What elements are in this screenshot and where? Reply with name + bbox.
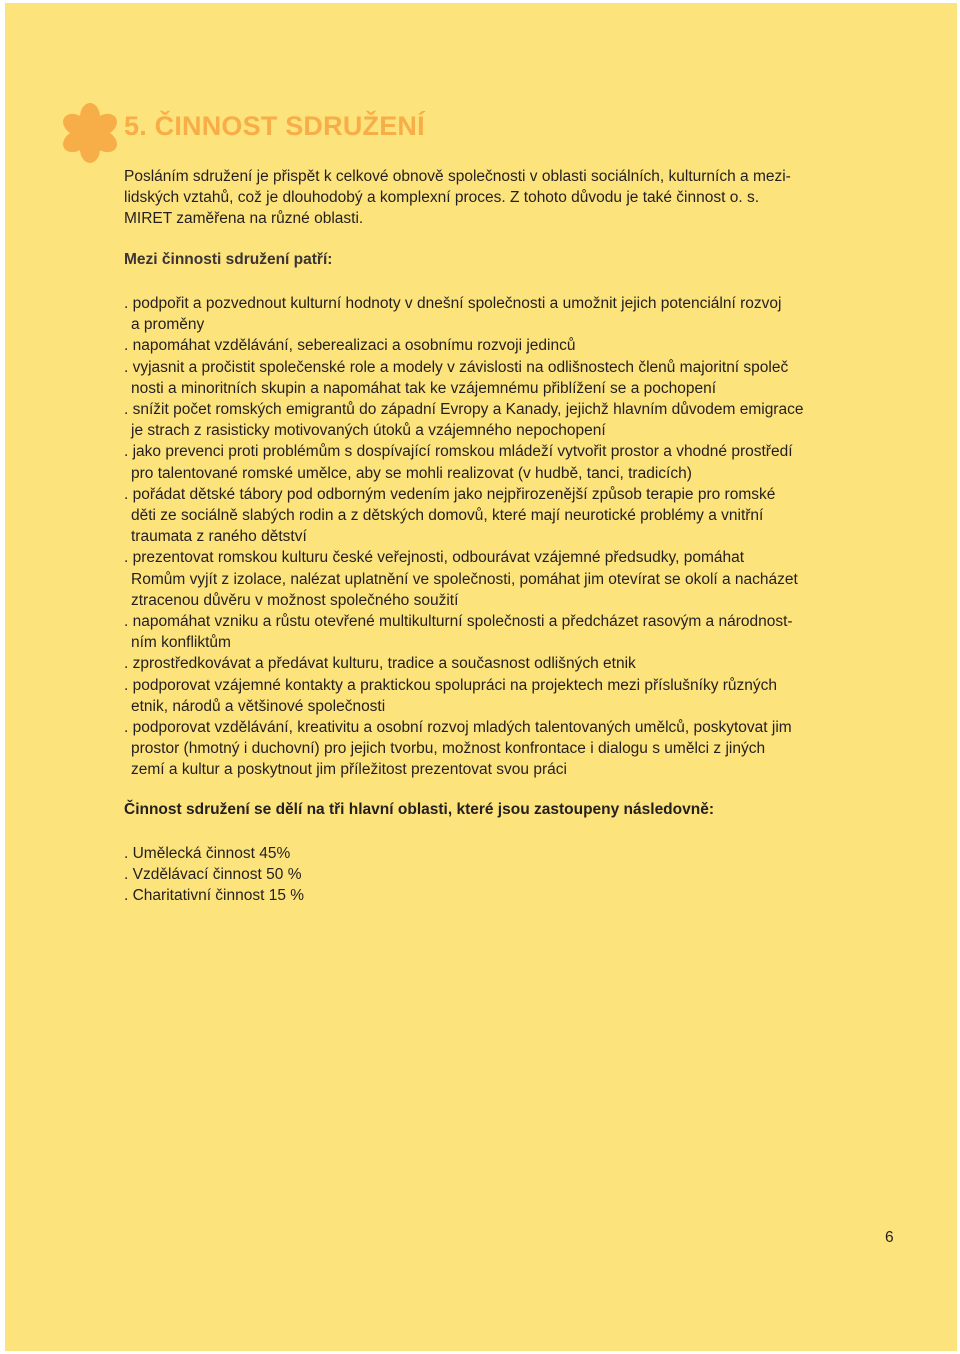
list-item: . napomáhat vzdělávání, seberealizaci a osobnímu rozvoji jedinců [124,337,576,355]
intro-line: Posláním sdružení je přispět k celkové obnově společnosti v oblasti sociálních, kulturních a mezi- [124,168,791,185]
list-item: . pořádat dětské tábory pod odborným vedením jako nejpřirozenější způsob terapie pro romské děti ze sociálně slabých rodin a z dětských domovů, které mají neurotické problémy a vnitřní traumata z raného dětství [124,485,776,546]
intro-paragraph [124,166,844,229]
section-title: 5. ČINNOST SDRUŽENÍ [124,111,425,141]
list-item: . podpořit a pozvednout kulturní hodnoty v dnešní společnosti a umožnit jejich potenciální rozvoj a proměny [124,295,782,334]
flower-icon [60,103,120,163]
list-item: . jako prevenci proti problémům s dospívající romskou mládeží vytvořit prostor a vhodné prostředí pro talentované romské umělce, aby se mohli realizovat (v hudbě, tanci, tradicích) [124,443,793,482]
document-page [5,3,957,1351]
list-item: . prezentovat romskou kulturu české veřejnosti, odbourávat vzájemné předsudky, pomáhat Romům vyjít z izolace, nalézat uplatnění ve společnosti, pomáhat jim otevírat se okolí a nacházet ztracenou důvěru v možnost společného soužití [124,549,798,609]
list-item: . Charitativní činnost 15 % [124,887,305,905]
page-number: 6 [885,1229,894,1246]
list-item: . zprostředkovávat a předávat kulturu, tradice a současnost odlišných etnik [124,655,636,673]
activities-heading: Mezi činnosti sdružení patří: [124,251,333,268]
list-item: . podporovat vzájemné kontakty a praktickou spolupráci na projektech mezi příslušníky různých etnik, národů a většinové společnosti [124,676,778,715]
activities-list [124,293,884,781]
list-item: . podporovat vzdělávání, kreativitu a osobní rozvoj mladých talentovaných umělců, poskytovat jim prostor (hmotný i duchovní) pro jejich tvorbu, možnost konfrontace i dialogu s umělci z jiných zemí a kultur a poskytnout jim příležitost prezentovat svou práci [124,719,792,779]
list-item: . Umělecká činnost 45% [124,845,291,862]
areas-heading: Činnost sdružení se dělí na tři hlavní oblasti, které jsou zastoupeny následovně: [124,801,714,818]
list-item: . snížit počet romských emigrantů do západní Evropy a Kanady, jejichž hlavním důvodem emigrace je strach z rasisticky motivovaných útoků a vzájemného nepochopení [124,401,804,440]
list-item: . vyjasnit a pročistit společenské role a modely v závislosti na odlišnostech členů majoritní společ nosti a minoritních skupin a napomáhat tak ke vzájemnému přiblížení se a pochopení [124,358,789,397]
intro-line: lidských vztahů, což je dlouhodobý a komplexní proces. Z tohoto důvodu je také činnost o. s. [124,189,760,206]
intro-line: MIRET zaměřena na různé oblasti. [124,210,364,227]
areas-list [124,843,304,907]
list-item: . Vzdělávací činnost 50 % [124,866,302,884]
list-item: . napomáhat vzniku a růstu otevřené multikulturní společnosti a předcházet rasovým a národnost- ním konfliktům [124,613,793,652]
